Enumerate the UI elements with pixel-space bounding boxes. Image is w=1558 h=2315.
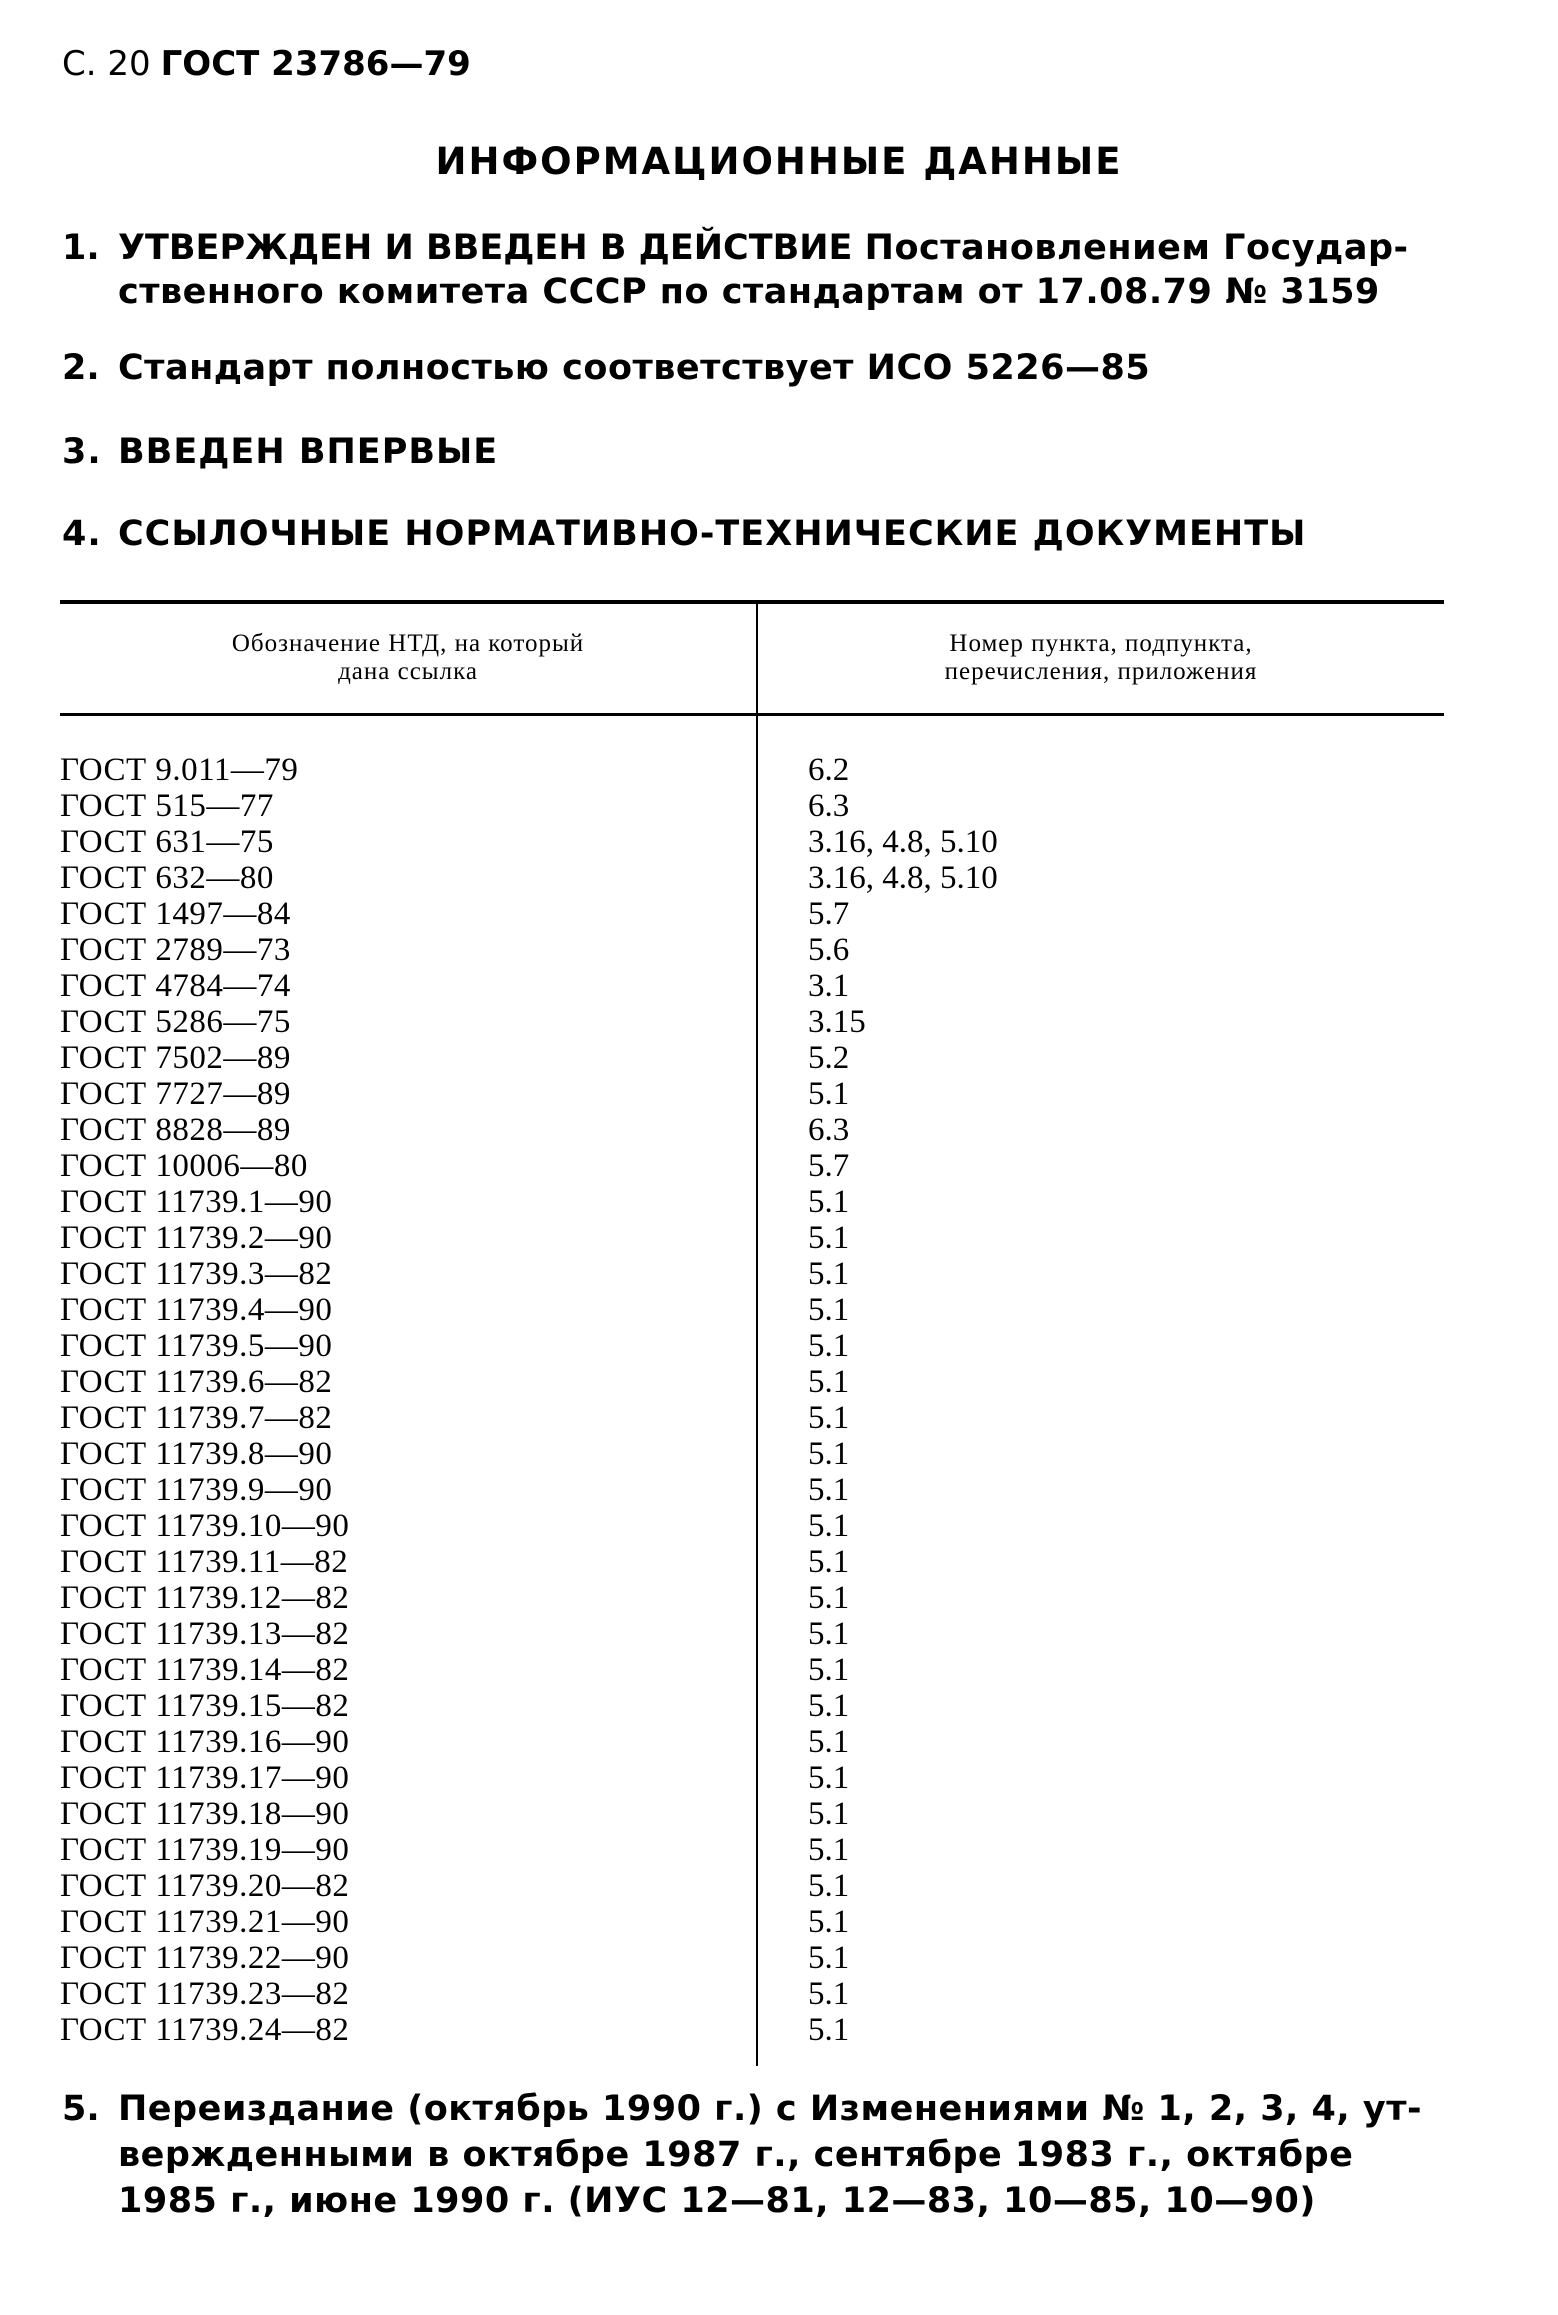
- reference-clause: 5.1: [808, 1616, 850, 1652]
- reference-clause: 5.1: [808, 1724, 850, 1760]
- column-header-clause-line1: Номер пункта, подпункта,: [949, 630, 1253, 657]
- reference-document: ГОСТ 8828—89: [60, 1112, 291, 1148]
- reference-document: ГОСТ 11739.8—90: [60, 1436, 333, 1472]
- reference-document: ГОСТ 11739.9—90: [60, 1472, 333, 1508]
- reference-document: ГОСТ 11739.13—82: [60, 1616, 350, 1652]
- table-row: [0, 932, 1558, 968]
- reference-document: ГОСТ 515—77: [60, 788, 274, 824]
- table-row: [0, 1292, 1558, 1328]
- reference-clause: 5.1: [808, 1940, 850, 1976]
- info-item-reissue: [62, 2086, 1462, 2224]
- reference-document: ГОСТ 4784—74: [60, 968, 291, 1004]
- reference-clause: 5.1: [808, 1436, 850, 1472]
- reference-clause: 5.1: [808, 1364, 850, 1400]
- reference-document: ГОСТ 7502—89: [60, 1040, 291, 1076]
- reference-document: ГОСТ 11739.18—90: [60, 1796, 350, 1832]
- reference-clause: 5.1: [808, 1688, 850, 1724]
- reference-clause: 5.1: [808, 1904, 850, 1940]
- table-row: [0, 752, 1558, 788]
- reference-clause: 5.1: [808, 1976, 850, 2012]
- reference-document: ГОСТ 11739.7—82: [60, 1400, 333, 1436]
- reference-clause: 5.7: [808, 896, 850, 932]
- column-header-clause: [758, 630, 1444, 686]
- item-text-line1: Переиздание (октябрь 1990 г.) с Изменениями № 1, 2, 3, 4, ут-: [118, 2089, 1423, 2129]
- table-row: [0, 1220, 1558, 1256]
- reference-document: ГОСТ 11739.3—82: [60, 1256, 333, 1292]
- item-text-line2: вержденными в октябре 1987 г., сентябре 1983 г., октябре: [118, 2135, 1354, 2175]
- reference-clause: 5.1: [808, 1796, 850, 1832]
- reference-clause: 5.1: [808, 1760, 850, 1796]
- reference-document: ГОСТ 1497—84: [60, 896, 291, 932]
- item-text-line3: 1985 г., июне 1990 г. (ИУС 12—81, 12—83, 10—85, 10—90): [118, 2181, 1316, 2221]
- reference-document: ГОСТ 11739.20—82: [60, 1868, 350, 1904]
- reference-clause: 3.1: [808, 968, 850, 1004]
- reference-document: ГОСТ 11739.12—82: [60, 1580, 350, 1616]
- reference-document: ГОСТ 11739.24—82: [60, 2012, 350, 2048]
- reference-document: ГОСТ 11739.22—90: [60, 1940, 350, 1976]
- table-row: [0, 1400, 1558, 1436]
- table-row: [0, 1544, 1558, 1580]
- table-row: [0, 1688, 1558, 1724]
- reference-table-body: [0, 752, 1558, 2048]
- table-row: [0, 824, 1558, 860]
- reference-document: ГОСТ 11739.19—90: [60, 1832, 350, 1868]
- reference-document: ГОСТ 11739.23—82: [60, 1976, 350, 2012]
- item-text: ВВЕДЕН ВПЕРВЫЕ: [118, 432, 499, 472]
- reference-document: ГОСТ 11739.17—90: [60, 1760, 350, 1796]
- reference-clause: 5.1: [808, 1508, 850, 1544]
- reference-document: ГОСТ 11739.11—82: [60, 1544, 349, 1580]
- table-header-rule: [60, 713, 1444, 716]
- reference-document: ГОСТ 5286—75: [60, 1004, 291, 1040]
- info-item-approval: [62, 226, 1462, 314]
- reference-document: ГОСТ 11739.1—90: [60, 1184, 333, 1220]
- table-row: [0, 1256, 1558, 1292]
- reference-document: ГОСТ 11739.16—90: [60, 1724, 350, 1760]
- reference-document: ГОСТ 7727—89: [60, 1076, 291, 1112]
- table-row: [0, 1040, 1558, 1076]
- reference-clause: 6.2: [808, 752, 850, 788]
- table-row: [0, 1652, 1558, 1688]
- table-row: [0, 1616, 1558, 1652]
- reference-clause: 3.16, 4.8, 5.10: [808, 824, 998, 860]
- table-row: [0, 1796, 1558, 1832]
- reference-clause: 5.2: [808, 1040, 850, 1076]
- reference-clause: 5.6: [808, 932, 850, 968]
- item-text: ССЫЛОЧНЫЕ НОРМАТИВНО-ТЕХНИЧЕСКИЕ ДОКУМЕНТЫ: [118, 514, 1307, 554]
- table-row: [0, 1868, 1558, 1904]
- table-row: [0, 1976, 1558, 2012]
- page-number: С. 20: [62, 44, 151, 84]
- table-row: [0, 1364, 1558, 1400]
- column-header-document: [60, 630, 756, 686]
- reference-document: ГОСТ 631—75: [60, 824, 274, 860]
- column-header-document-line2: дана ссылка: [338, 658, 478, 685]
- reference-document: ГОСТ 11739.4—90: [60, 1292, 333, 1328]
- reference-clause: 5.1: [808, 2012, 850, 2048]
- item-number: 3.: [62, 432, 102, 472]
- item-text-continued: ственного комитета СССР по стандартам от 17.08.79 № 3159: [118, 272, 1380, 312]
- column-header-clause-line2: перечисления, приложения: [944, 658, 1258, 685]
- reference-document: ГОСТ 11739.10—90: [60, 1508, 350, 1544]
- info-item-iso-conformity: [62, 346, 1462, 390]
- table-row: [0, 1328, 1558, 1364]
- reference-clause: 5.1: [808, 1580, 850, 1616]
- info-item-first-introduced: [62, 430, 1462, 474]
- item-text: Постановлением Государ-: [864, 228, 1409, 268]
- item-number: 5.: [62, 2089, 100, 2129]
- reference-clause: 3.15: [808, 1004, 866, 1040]
- table-row: [0, 1004, 1558, 1040]
- table-row: [0, 1112, 1558, 1148]
- table-row: [0, 1760, 1558, 1796]
- reference-document: ГОСТ 11739.15—82: [60, 1688, 350, 1724]
- reference-clause: 5.1: [808, 1256, 850, 1292]
- table-row: [0, 1148, 1558, 1184]
- reference-clause: 5.1: [808, 1652, 850, 1688]
- table-row: [0, 1940, 1558, 1976]
- reference-clause: 3.16, 4.8, 5.10: [808, 860, 998, 896]
- reference-clause: 5.1: [808, 1544, 850, 1580]
- item-lead: УТВЕРЖДЕН И ВВЕДЕН В ДЕЙСТВИЕ: [118, 228, 853, 268]
- reference-document: ГОСТ 11739.6—82: [60, 1364, 333, 1400]
- item-text: Стандарт полностью соответствует ИСО 5226—85: [118, 348, 1151, 388]
- page-header: [62, 44, 471, 84]
- standard-designation: ГОСТ 23786—79: [160, 44, 471, 84]
- reference-document: ГОСТ 11739.5—90: [60, 1328, 333, 1364]
- reference-document: ГОСТ 632—80: [60, 860, 274, 896]
- reference-clause: 6.3: [808, 1112, 850, 1148]
- table-row: [0, 1904, 1558, 1940]
- item-number: 1.: [62, 228, 100, 268]
- reference-clause: 5.7: [808, 1148, 850, 1184]
- item-number: 4.: [62, 514, 102, 554]
- info-item-reference-documents: [62, 512, 1462, 556]
- reference-clause: 5.1: [808, 1868, 850, 1904]
- reference-document: ГОСТ 9.011—79: [60, 752, 299, 788]
- reference-document: ГОСТ 11739.21—90: [60, 1904, 350, 1940]
- item-number: 2.: [62, 348, 100, 388]
- column-header-document-line1: Обозначение НТД, на который: [231, 630, 585, 657]
- table-row: [0, 788, 1558, 824]
- reference-clause: 6.3: [808, 788, 850, 824]
- table-row: [0, 1436, 1558, 1472]
- table-row: [0, 1580, 1558, 1616]
- table-row: [0, 1184, 1558, 1220]
- table-top-rule: [60, 600, 1444, 604]
- reference-clause: 5.1: [808, 1472, 850, 1508]
- table-row: [0, 896, 1558, 932]
- table-row: [0, 1724, 1558, 1760]
- table-row: [0, 1832, 1558, 1868]
- reference-clause: 5.1: [808, 1832, 850, 1868]
- section-title: ИНФОРМАЦИОННЫЕ ДАННЫЕ: [435, 140, 1123, 183]
- table-row: [0, 1508, 1558, 1544]
- table-row: [0, 2012, 1558, 2048]
- table-row: [0, 1076, 1558, 1112]
- reference-document: ГОСТ 10006—80: [60, 1148, 308, 1184]
- table-row: [0, 860, 1558, 896]
- reference-clause: 5.1: [808, 1076, 850, 1112]
- reference-document: ГОСТ 11739.2—90: [60, 1220, 333, 1256]
- table-row: [0, 968, 1558, 1004]
- reference-clause: 5.1: [808, 1220, 850, 1256]
- reference-clause: 5.1: [808, 1400, 850, 1436]
- reference-clause: 5.1: [808, 1328, 850, 1364]
- reference-document: ГОСТ 11739.14—82: [60, 1652, 350, 1688]
- table-row: [0, 1472, 1558, 1508]
- reference-clause: 5.1: [808, 1184, 850, 1220]
- reference-clause: 5.1: [808, 1292, 850, 1328]
- reference-document: ГОСТ 2789—73: [60, 932, 291, 968]
